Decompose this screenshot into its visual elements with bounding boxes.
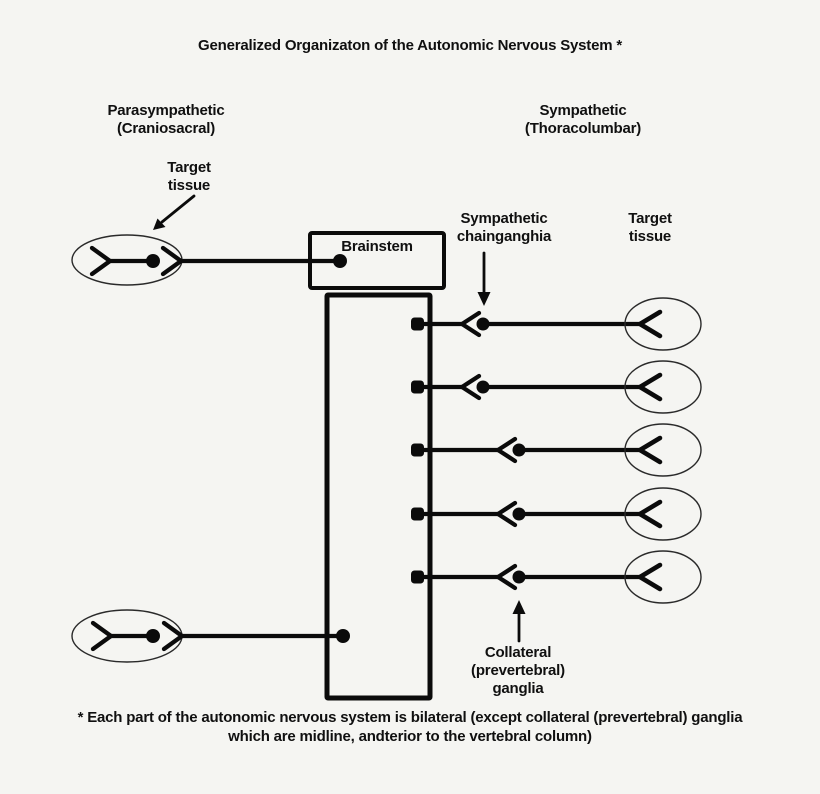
postganglionic-soma-dot: [146, 629, 160, 643]
synapse-fork: [462, 376, 479, 398]
axon-terminal-fork: [92, 248, 110, 274]
division-name: Sympathetic: [539, 102, 627, 119]
synapse-fork: [498, 566, 515, 588]
brainstem-label: Brainstem: [341, 238, 413, 255]
sympathetic-pathway-row-4: [411, 488, 701, 540]
footnote: * Each part of the autonomic nervous system is bilateral (except collateral (prevertebral) ganglia which are midline, andterior to the vertebral column): [77, 709, 743, 745]
sacral-soma-dot: [336, 629, 350, 643]
axon-terminal-fork: [640, 502, 660, 526]
diagram-title: Generalized Organizaton of the Autonomic Nervous System *: [198, 37, 622, 54]
sympathetic-division-label: [525, 102, 641, 138]
sympathetic-pathway-row-5: [411, 551, 701, 603]
target-tissue-left-label: Target tissue: [167, 159, 211, 194]
target-tissue-right-label: Target tissue: [628, 210, 672, 245]
sympathetic-chain-ganglia-label: Sympathetic chainganghia: [456, 210, 552, 245]
collateral-ganglia-pointer-arrow: [513, 600, 526, 641]
synapse-fork: [498, 503, 515, 525]
target-tissue-pointer-arrow: [153, 196, 194, 230]
axon-terminal-fork: [640, 565, 660, 589]
sympathetic-pathway-row-2: [411, 361, 701, 413]
division-subtitle: (Thoracolumbar): [524, 120, 642, 137]
parasympathetic-neuron-bottom: [72, 610, 350, 662]
sympathetic-pathway-row-3: [411, 424, 701, 476]
synapse-fork: [462, 313, 479, 335]
parasympathetic-neuron-top: [72, 235, 347, 285]
synapse-fork: [498, 439, 515, 461]
chain-ganglia-pointer-arrow: [478, 253, 491, 306]
axon-terminal-fork: [640, 375, 660, 399]
parasympathetic-division-label: [107, 102, 224, 138]
sympathetic-pathway-row-1: [411, 298, 701, 350]
division-subtitle: (Craniosacral): [116, 120, 216, 137]
collateral-ganglia-label: Collateral (prevertebral) ganglia: [471, 644, 565, 697]
brainstem-soma-dot: [333, 254, 347, 268]
division-name: Parasympathetic: [107, 102, 225, 119]
axon-terminal-fork: [93, 623, 111, 649]
postganglionic-soma-dot: [146, 254, 160, 268]
axon-terminal-fork: [640, 312, 660, 336]
axon-terminal-fork: [640, 438, 660, 462]
